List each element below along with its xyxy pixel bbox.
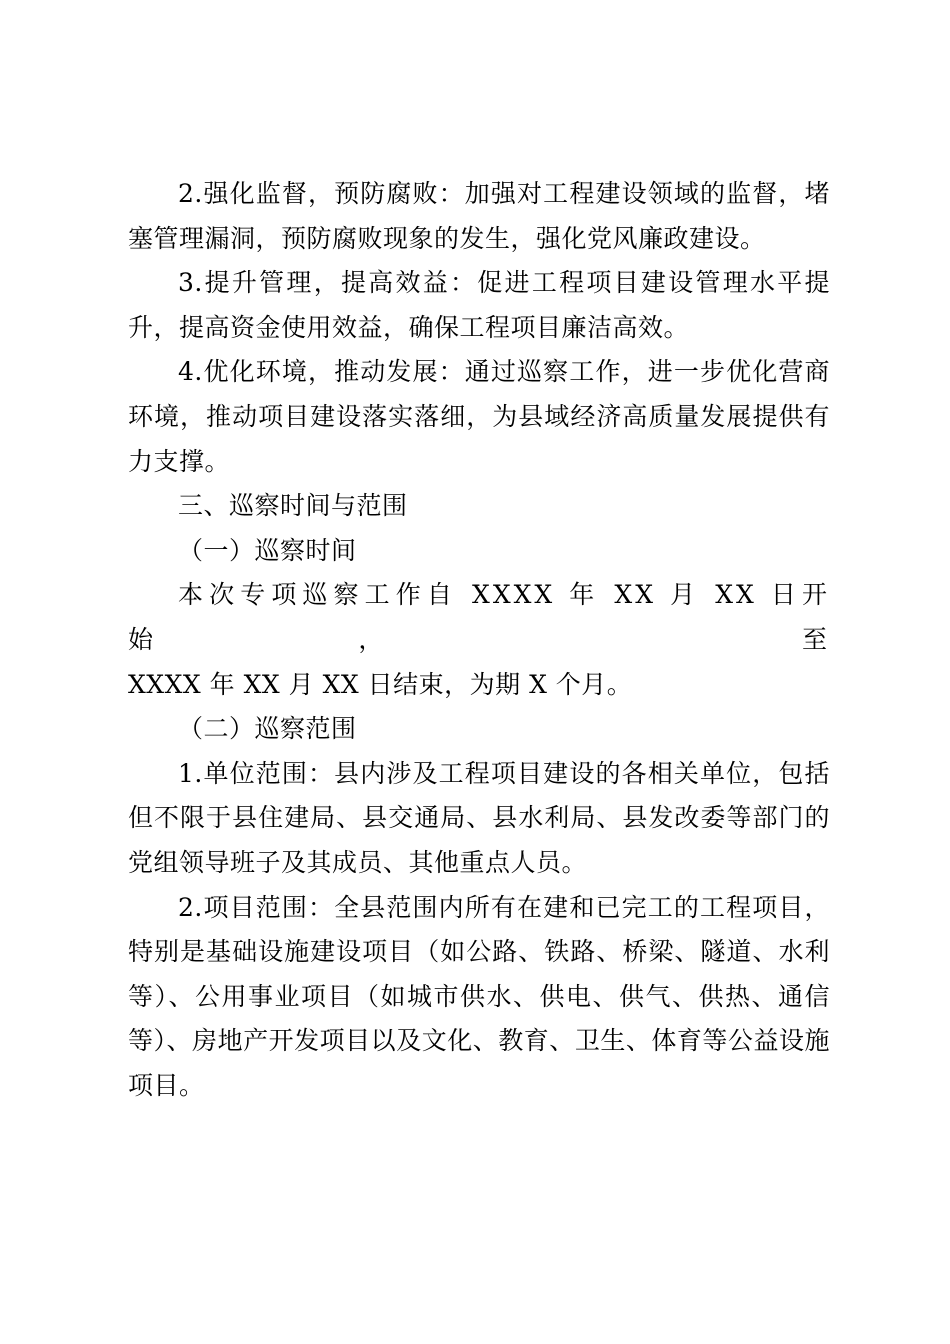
document-page — [128, 172, 830, 1108]
paragraph-time-line-1: 本次专项巡察工作自 XXXX 年 XX 月 XX 日开始， 至 — [128, 580, 830, 654]
paragraph-goal-3: 3.提升管理，提高效益：促进工程项目建设管理水平提升，提高资金使用效益，确保工程项目廉洁高效。 — [128, 268, 830, 342]
paragraph-time-line-2: XXXX 年 XX 月 XX 日结束，为期 X 个月。 — [128, 669, 633, 699]
subsection-heading-inspection-scope: （二）巡察范围 — [178, 714, 357, 744]
paragraph-project-scope: 2.项目范围：全县范围内所有在建和已完工的工程项目，特别是基础设施建设项目（如公路、铁路、桥梁、隧道、水利等）、公用事业项目（如城市供水、供电、供气、供热、通信等）、房地产开发项目以及文化、教育、卫生、体育等公益设施项目。 — [128, 892, 830, 1100]
paragraph-unit-scope: 1.单位范围：县内涉及工程项目建设的各相关单位，包括但不限于县住建局、县交通局、县水利局、县发改委等部门的党组领导班子及其成员、其他重点人员。 — [128, 758, 830, 877]
subsection-heading-inspection-time: （一）巡察时间 — [178, 535, 357, 565]
section-heading-inspection-time-scope: 三、巡察时间与范围 — [178, 491, 408, 521]
paragraph-goal-2: 2.强化监督，预防腐败：加强对工程建设领域的监督，堵塞管理漏洞，预防腐败现象的发生，强化党风廉政建设。 — [128, 179, 830, 253]
paragraph-goal-4: 4.优化环境，推动发展：通过巡察工作，进一步优化营商环境，推动项目建设落实落细，为县域经济高质量发展提供有力支撑。 — [128, 357, 830, 476]
